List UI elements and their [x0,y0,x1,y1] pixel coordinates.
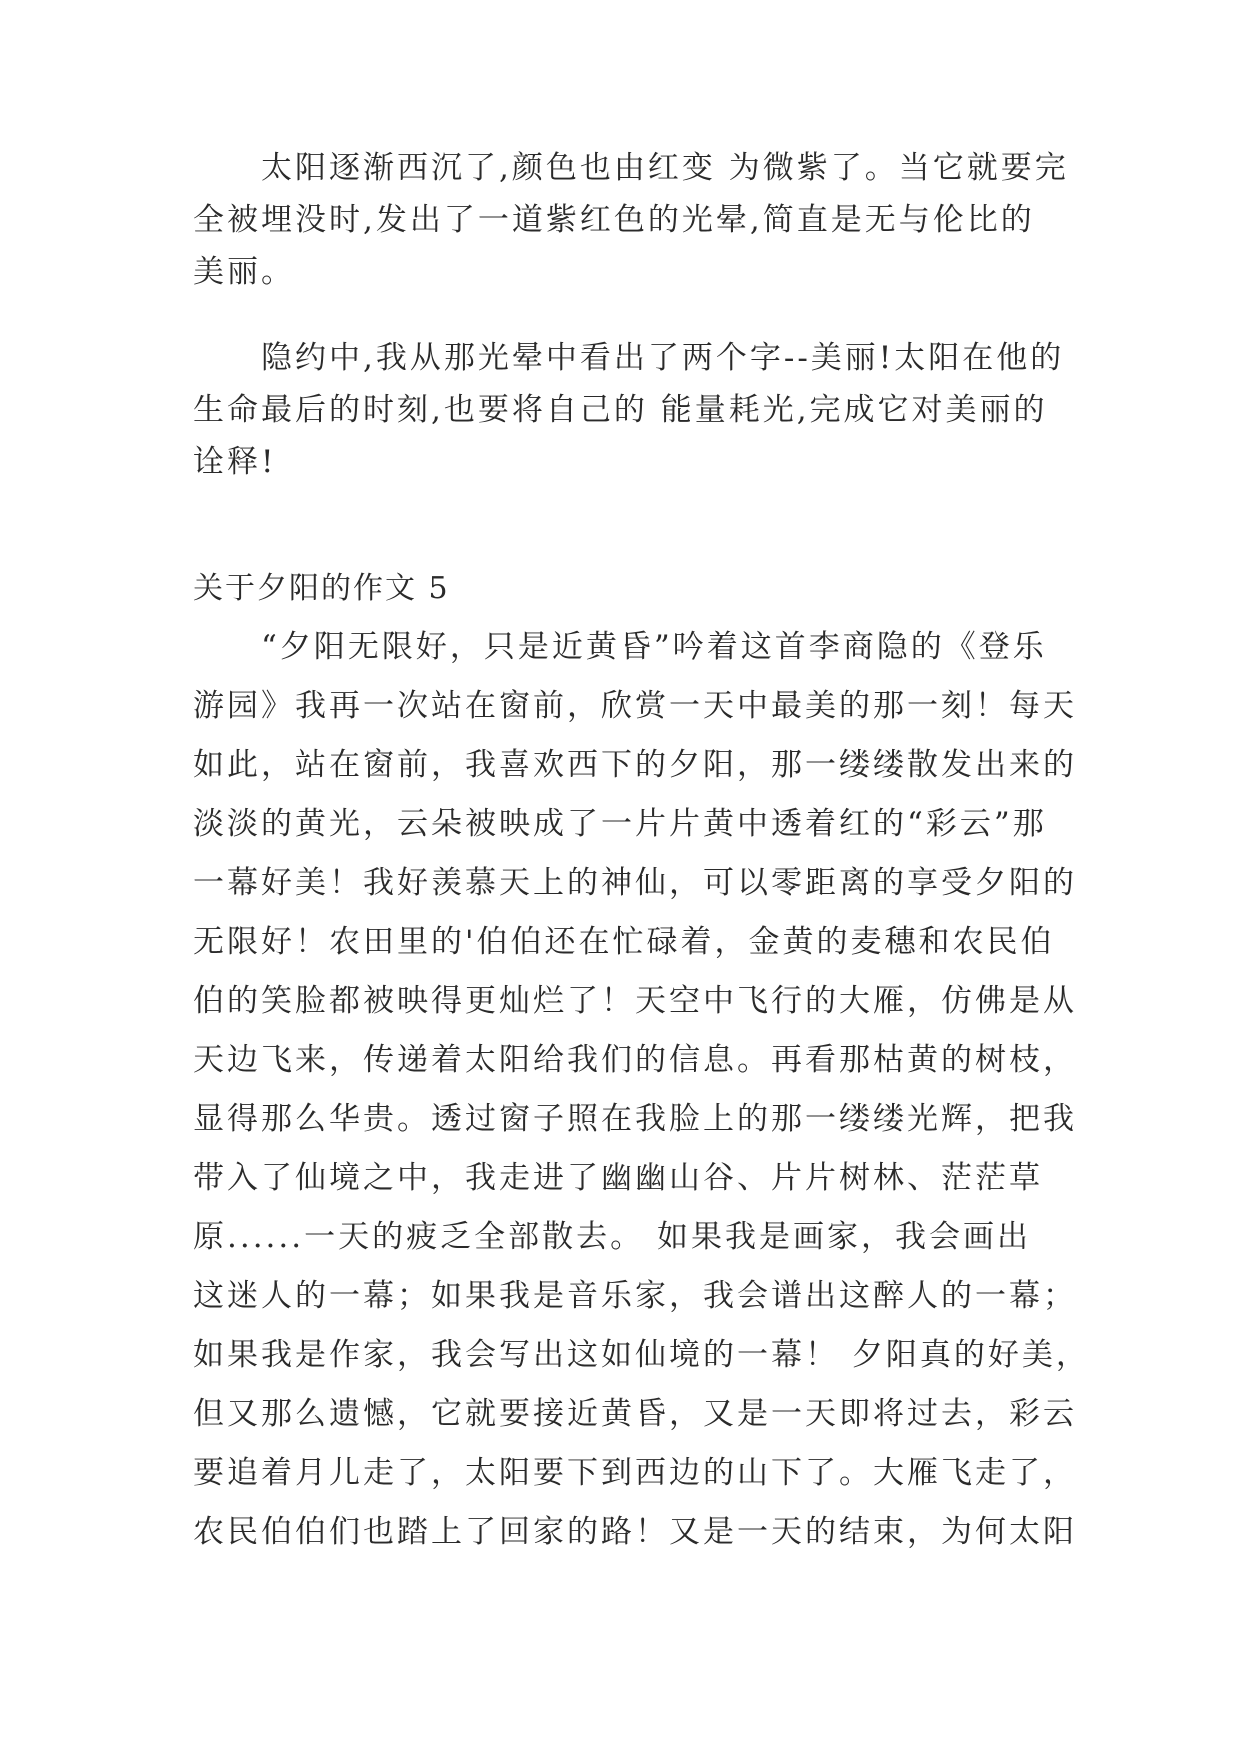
paragraph-line: 但又那么遗憾，它就要接近黄昏，又是一天即将过去，彩云 [193,1396,1077,1432]
paragraph-line: 生命最后的时刻,也要将自己的 能量耗光,完成它对美丽的 [193,392,1048,428]
paragraph-line: 游园》我再一次站在窗前，欣赏一天中最美的那一刻！每天 [193,688,1077,724]
paragraph-line: 无限好！农田里的'伯伯还在忙碌着，金黄的麦穗和农民伯 [193,924,1055,960]
paragraph-line: 太阳逐渐西沉了,颜色也由红变 为微紫了。当它就要完 [193,150,1069,186]
paragraph-line: 农民伯伯们也踏上了回家的路！又是一天的结束，为何太阳 [193,1514,1077,1550]
paragraph-line: 隐约中,我从那光晕中看出了两个字--美丽!太阳在他的 [193,340,1065,376]
paragraph-line: 要追着月儿走了，太阳要下到西边的山下了。大雁飞走了， [193,1455,1077,1491]
paragraph-line: 诠释! [193,444,277,480]
paragraph-line: 伯的笑脸都被映得更灿烂了！天空中飞行的大雁，仿佛是从 [193,983,1077,1019]
paragraph-line: 天边飞来，传递着太阳给我们的信息。再看那枯黄的树枝， [193,1042,1077,1078]
paragraph-line: 如果我是作家，我会写出这如仙境的一幕！ 夕阳真的好美， [193,1337,1090,1373]
paragraph-line: 一幕好美！我好羡慕天上的神仙，可以零距离的享受夕阳的 [193,865,1077,901]
paragraph-line: 美丽。 [193,254,295,290]
paragraph-line: 原......一天的疲乏全部散去。 如果我是画家，我会画出 [193,1219,1031,1255]
paragraph-line: 如此，站在窗前，我喜欢西下的夕阳，那一缕缕散发出来的 [193,747,1077,783]
paragraph-line: 淡淡的黄光，云朵被映成了一片片黄中透着红的“彩云”那 [193,806,1047,842]
paragraph-line: 这迷人的一幕；如果我是音乐家，我会谱出这醉人的一幕； [193,1278,1077,1314]
paragraph-line: 显得那么华贵。透过窗子照在我脸上的那一缕缕光辉，把我 [193,1101,1077,1137]
paragraph-line: 带入了仙境之中，我走进了幽幽山谷、片片树林、茫茫草 [193,1160,1043,1196]
paragraph-line: “夕阳无限好，只是近黄昏”吟着这首李商隐的《登乐 [193,629,1047,665]
paragraph-line: 全被埋没时,发出了一道紫红色的光晕,简直是无与伦比的 [193,202,1035,238]
section-heading: 关于夕阳的作文 5 [193,571,450,606]
